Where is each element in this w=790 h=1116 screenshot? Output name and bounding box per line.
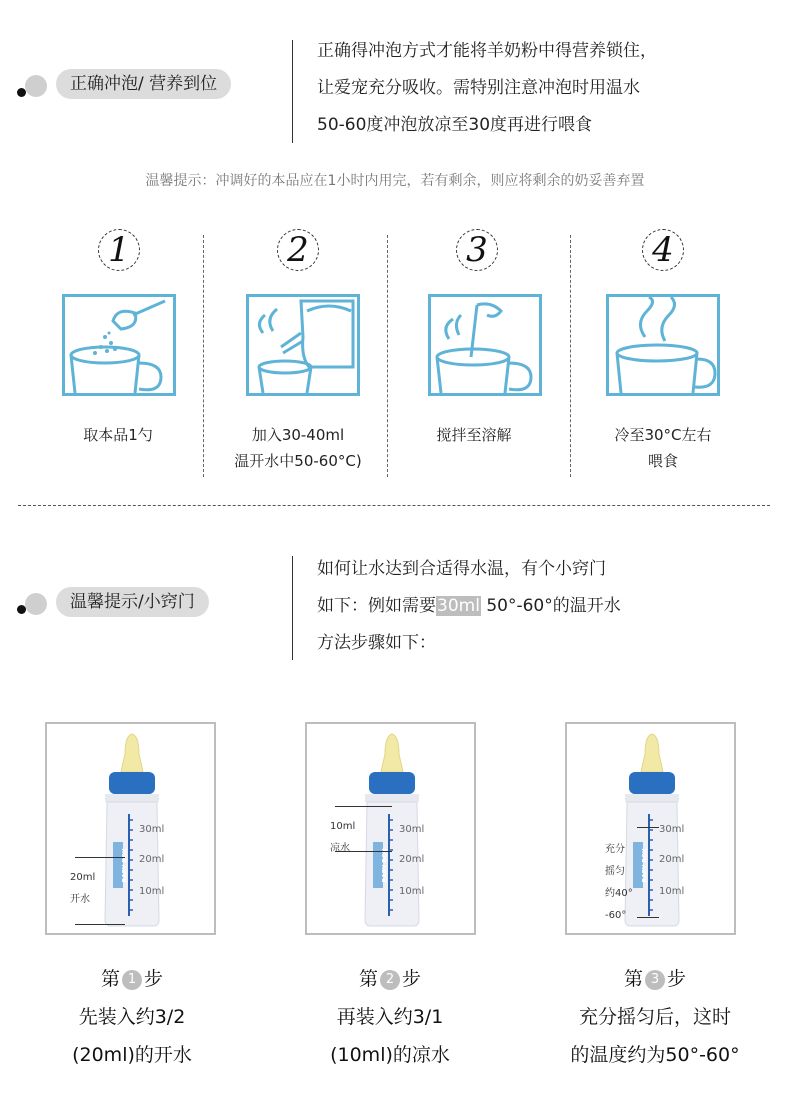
- caption-line: 充分摇匀后，这时: [578, 1006, 731, 1028]
- bottle-caption: [540, 960, 770, 1074]
- step-suffix: 步: [402, 968, 422, 990]
- tips-line: 如何让水达到合适得水温，有个小窍门: [317, 559, 606, 579]
- caption-line: (10ml)的凉水: [330, 1044, 450, 1066]
- bottle-mark: 30ml: [659, 824, 685, 835]
- step-label-line: 搅拌至溶解: [436, 426, 512, 444]
- bottle-brand: BABY BOX: [121, 848, 129, 883]
- step-number: 1: [98, 229, 140, 271]
- stir-spoon-icon: [428, 294, 542, 396]
- level-guide-line: [637, 917, 659, 918]
- bottle-mark: 20ml: [659, 854, 685, 865]
- step-divider: [570, 235, 571, 477]
- step-label-line: 加入30-40ml: [251, 426, 345, 444]
- step-label-line: 喂食: [647, 452, 678, 470]
- bottle-mark: 30ml: [139, 824, 165, 835]
- step-badge: 1: [122, 970, 142, 990]
- step-label-line: 取本品1勺: [83, 426, 153, 444]
- steaming-cup-icon: [606, 294, 720, 396]
- decor-dot: [25, 593, 47, 615]
- step-suffix: 步: [667, 968, 687, 990]
- step-label: [578, 422, 748, 474]
- bottle-note: 充分: [605, 844, 625, 855]
- bottle-mark: 20ml: [399, 854, 425, 865]
- baby-bottle-illustration: [565, 722, 736, 935]
- divider: [292, 40, 293, 143]
- level-guide-line: [75, 924, 125, 925]
- section-separator: [18, 505, 770, 506]
- caption-line: 先装入约3/2: [78, 1006, 186, 1028]
- tips-intro: [317, 551, 621, 662]
- step-label: [389, 422, 559, 448]
- step-heading: [540, 960, 770, 998]
- step-number: 4: [642, 229, 684, 271]
- bottle-caption: [275, 960, 505, 1074]
- bottle-brand: BABY BOX: [641, 848, 649, 883]
- level-guide-line: [637, 827, 659, 828]
- bottle-mark: 10ml: [399, 886, 425, 897]
- bottle-mark: 10ml: [139, 886, 165, 897]
- step-divider: [387, 235, 388, 477]
- step-label: [213, 422, 383, 474]
- scoop-milk-powder-icon: [62, 294, 176, 396]
- pour-water-icon: [246, 294, 360, 396]
- bottle-icon: [567, 724, 734, 933]
- step-label-line: 冷至30°C左右: [614, 426, 712, 444]
- level-guide-line: [75, 857, 125, 858]
- step-suffix: 步: [144, 968, 164, 990]
- step-prefix: 第: [100, 968, 120, 990]
- bottle-mark: 20ml: [139, 854, 165, 865]
- intro-line: 正确得冲泡方式才能将羊奶粉中得营养锁住，: [317, 41, 657, 61]
- tips-line: 方法步骤如下：: [317, 633, 436, 653]
- bottle-mark: 30ml: [399, 824, 425, 835]
- intro-line: 让爱宠充分吸收。需特别注意冲泡时用温水: [317, 78, 640, 98]
- caption-line: 再装入约3/1: [336, 1006, 444, 1028]
- bottle-note: 凉水: [330, 843, 350, 854]
- step-prefix: 第: [358, 968, 378, 990]
- step-number: 3: [456, 229, 498, 271]
- decor-dot: [17, 605, 26, 614]
- divider: [292, 556, 293, 660]
- tips-text: 如下：例如需要: [317, 596, 436, 616]
- step-prefix: 第: [623, 968, 643, 990]
- bottle-brand: BABY BOX: [381, 848, 389, 883]
- highlight-volume: 30ml: [437, 596, 480, 616]
- bottle-note: 摇匀: [605, 866, 625, 877]
- bottle-note: 10ml: [330, 821, 356, 832]
- step-number: 2: [277, 229, 319, 271]
- bottle-note: 20ml: [70, 872, 96, 883]
- level-guide-line: [335, 851, 392, 852]
- step-heading: [17, 960, 247, 998]
- bottle-note: 开水: [70, 894, 90, 905]
- bottle-caption: [17, 960, 247, 1074]
- step-divider: [203, 235, 204, 477]
- bottle-note: 约40°: [605, 888, 633, 899]
- step-label: [33, 422, 203, 448]
- bottle-note: -60°: [605, 910, 627, 921]
- level-guide-line: [335, 806, 392, 807]
- section-title-brewing: 正确冲泡/ 营养到位: [56, 69, 231, 99]
- usage-tip: 温馨提示：冲调好的本品应在1小时内用完，若有剩余，则应将剩余的奶妥善弃置: [145, 173, 645, 189]
- intro-line: 50-60度冲泡放凉至30度再进行喂食: [317, 115, 593, 135]
- step-label-line: 温开水中50-60°C): [234, 452, 362, 470]
- tips-text: 50°-60°的温开水: [480, 596, 621, 616]
- decor-dot: [25, 75, 47, 97]
- brewing-intro: [317, 33, 657, 144]
- caption-line: (20ml)的开水: [72, 1044, 192, 1066]
- caption-line: 的温度约为50°-60°: [570, 1044, 740, 1066]
- decor-dot: [17, 88, 26, 97]
- bottle-mark: 10ml: [659, 886, 685, 897]
- step-heading: [275, 960, 505, 998]
- step-badge: 3: [645, 970, 665, 990]
- tips-line: [317, 588, 621, 625]
- section-title-tips: 温馨提示/小窍门: [56, 587, 209, 617]
- step-badge: 2: [380, 970, 400, 990]
